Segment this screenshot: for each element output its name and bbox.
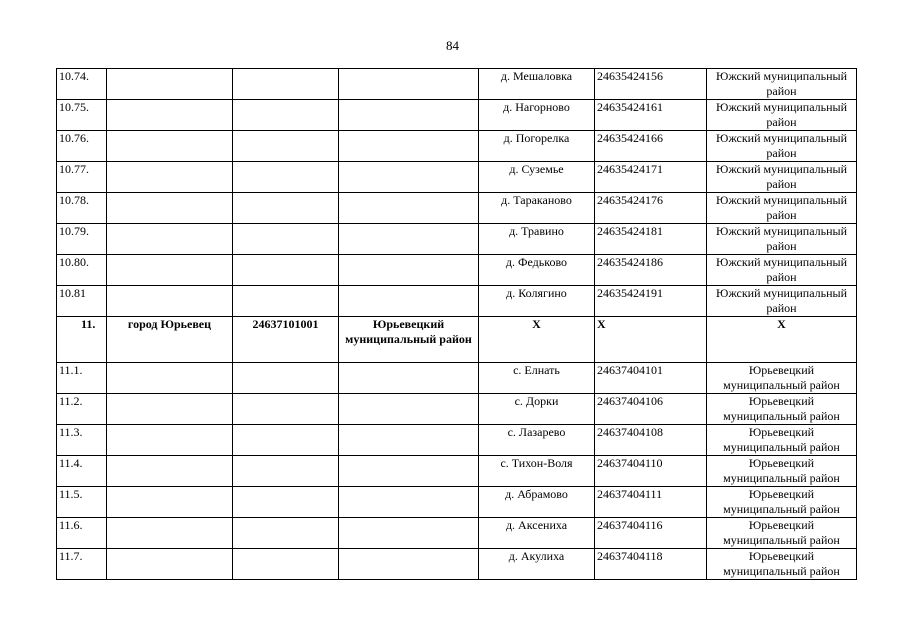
row-number: 10.79. [57,224,107,255]
row-number: 10.78. [57,193,107,224]
locality-cell: д. Федьково [479,255,595,286]
municipality-cell: Юрьевецкий муниципальный район [707,549,857,580]
table-row [57,131,857,162]
row-number: 11.1. [57,363,107,394]
settlement-name-cell [107,425,233,456]
municipality-cell: Южский муниципальный район [707,286,857,317]
locality-oktmo-cell: 24635424176 [595,193,707,224]
locality-cell: Х [479,317,595,363]
table-row [57,425,857,456]
district-cell [339,193,479,224]
municipality-cell: Юрьевецкий муниципальный район [707,518,857,549]
locality-cell: д. Тараканово [479,193,595,224]
municipality-cell: Южский муниципальный район [707,69,857,100]
settlement-name-cell [107,193,233,224]
municipality-cell: Х [707,317,857,363]
row-number: 11.6. [57,518,107,549]
municipality-cell: Юрьевецкий муниципальный район [707,456,857,487]
district-cell [339,224,479,255]
row-number: 11.3. [57,425,107,456]
locality-cell: д. Абрамово [479,487,595,518]
oktmo-code-cell [233,518,339,549]
table-row [57,394,857,425]
district-cell [339,162,479,193]
locality-oktmo-cell: 24635424186 [595,255,707,286]
district-cell [339,255,479,286]
locality-cell: д. Акулиха [479,549,595,580]
settlement-name-cell [107,394,233,425]
settlement-name-cell [107,255,233,286]
settlement-name-cell [107,100,233,131]
oktmo-code-cell [233,549,339,580]
district-cell [339,518,479,549]
district-cell [339,456,479,487]
locality-cell: с. Дорки [479,394,595,425]
locality-oktmo-cell: 24635424156 [595,69,707,100]
table-row [57,487,857,518]
table-row [57,193,857,224]
oktmo-code-cell [233,487,339,518]
oktmo-code-cell [233,224,339,255]
oktmo-code-cell [233,255,339,286]
municipality-cell: Южский муниципальный район [707,100,857,131]
table-row [57,317,857,363]
municipality-cell: Южский муниципальный район [707,224,857,255]
municipality-cell: Южский муниципальный район [707,255,857,286]
settlements-table [56,68,857,580]
oktmo-code-cell [233,69,339,100]
locality-oktmo-cell: 24637404110 [595,456,707,487]
locality-cell: д. Травино [479,224,595,255]
locality-cell: д. Колягино [479,286,595,317]
settlement-name-cell [107,363,233,394]
district-cell [339,69,479,100]
municipality-cell: Юрьевецкий муниципальный район [707,394,857,425]
locality-cell: с. Елнать [479,363,595,394]
municipality-cell: Юрьевецкий муниципальный район [707,363,857,394]
municipality-cell: Южский муниципальный район [707,131,857,162]
settlement-name-cell [107,456,233,487]
oktmo-code-cell [233,456,339,487]
district-cell [339,425,479,456]
oktmo-code-cell [233,193,339,224]
oktmo-code-cell [233,162,339,193]
settlement-name-cell [107,131,233,162]
locality-cell: с. Тихон-Воля [479,456,595,487]
locality-oktmo-cell: Х [595,317,707,363]
locality-oktmo-cell: 24637404106 [595,394,707,425]
locality-cell: д. Нагорново [479,100,595,131]
settlement-name-cell [107,487,233,518]
row-number: 10.80. [57,255,107,286]
municipality-cell: Южский муниципальный район [707,193,857,224]
locality-oktmo-cell: 24635424166 [595,131,707,162]
table-row [57,224,857,255]
row-number: 11.4. [57,456,107,487]
row-number: 10.81 [57,286,107,317]
oktmo-code-cell [233,363,339,394]
locality-oktmo-cell: 24637404101 [595,363,707,394]
settlement-name-cell [107,518,233,549]
table-body [57,69,857,580]
table-row [57,100,857,131]
municipality-cell: Юрьевецкий муниципальный район [707,487,857,518]
table-row [57,363,857,394]
locality-oktmo-cell: 24637404108 [595,425,707,456]
table-row [57,286,857,317]
page-number: 84 [446,38,459,53]
row-number: 11.7. [57,549,107,580]
locality-oktmo-cell: 24635424161 [595,100,707,131]
row-number: 10.77. [57,162,107,193]
municipality-cell: Юрьевецкий муниципальный район [707,425,857,456]
locality-oktmo-cell: 24637404118 [595,549,707,580]
district-cell [339,286,479,317]
district-cell [339,131,479,162]
oktmo-code-cell: 24637101001 [233,317,339,363]
locality-oktmo-cell: 24635424191 [595,286,707,317]
district-cell: Юрьевецкий муниципальный район [339,317,479,363]
table-row [57,255,857,286]
oktmo-code-cell [233,286,339,317]
district-cell [339,363,479,394]
oktmo-code-cell [233,131,339,162]
row-number: 10.76. [57,131,107,162]
locality-cell: д. Суземье [479,162,595,193]
locality-oktmo-cell: 24635424171 [595,162,707,193]
row-number: 10.74. [57,69,107,100]
table-row [57,456,857,487]
oktmo-code-cell [233,100,339,131]
table-row [57,549,857,580]
row-number: 11. [57,317,107,363]
row-number: 10.75. [57,100,107,131]
table-row [57,162,857,193]
settlement-name-cell [107,162,233,193]
district-cell [339,487,479,518]
locality-cell: д. Аксениха [479,518,595,549]
row-number: 11.2. [57,394,107,425]
settlement-name-cell [107,224,233,255]
district-cell [339,549,479,580]
municipality-cell: Южский муниципальный район [707,162,857,193]
locality-cell: с. Лазарево [479,425,595,456]
locality-oktmo-cell: 24637404111 [595,487,707,518]
settlement-name-cell [107,286,233,317]
table-row [57,518,857,549]
locality-cell: д. Мешаловка [479,69,595,100]
locality-oktmo-cell: 24637404116 [595,518,707,549]
locality-cell: д. Погорелка [479,131,595,162]
settlement-name-cell [107,549,233,580]
settlement-name-cell: город Юрьевец [107,317,233,363]
settlement-name-cell [107,69,233,100]
table-row [57,69,857,100]
district-cell [339,100,479,131]
district-cell [339,394,479,425]
oktmo-code-cell [233,425,339,456]
oktmo-code-cell [233,394,339,425]
locality-oktmo-cell: 24635424181 [595,224,707,255]
row-number: 11.5. [57,487,107,518]
